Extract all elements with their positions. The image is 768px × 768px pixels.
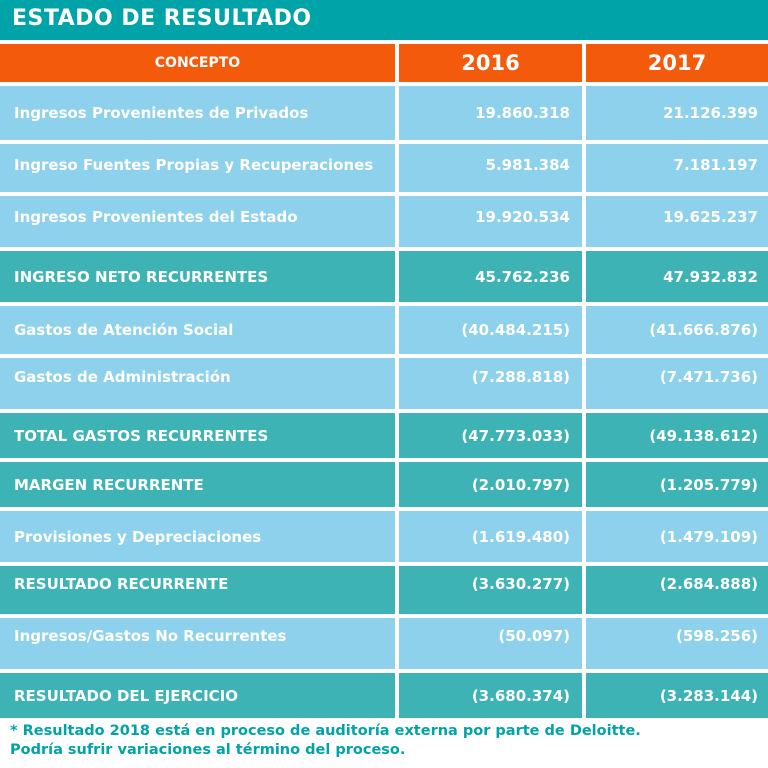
table-row bbox=[0, 673, 768, 718]
row-label: Ingresos Provenientes del Estado bbox=[0, 196, 395, 247]
table-row bbox=[0, 251, 768, 302]
row-value-2017: 47.932.832 bbox=[586, 251, 768, 302]
row-value-2016: (50.097) bbox=[399, 618, 582, 669]
table-row bbox=[0, 618, 768, 669]
row-label: Ingreso Fuentes Propias y Recuperaciones bbox=[0, 144, 395, 192]
row-value-2016: 19.860.318 bbox=[399, 86, 582, 140]
row-label: Gastos de Atención Social bbox=[0, 306, 395, 354]
row-value-2016: (47.773.033) bbox=[399, 413, 582, 458]
row-value-2016: (40.484.215) bbox=[399, 306, 582, 354]
row-label: Ingresos Provenientes de Privados bbox=[0, 86, 395, 140]
table-row bbox=[0, 511, 768, 562]
row-value-2017: 21.126.399 bbox=[586, 86, 768, 140]
row-value-2016: (7.288.818) bbox=[399, 358, 582, 409]
table-row bbox=[0, 306, 768, 354]
header-year-2016: 2016 bbox=[399, 44, 582, 82]
row-label: Gastos de Administración bbox=[0, 358, 395, 409]
row-label: Ingresos/Gastos No Recurrentes bbox=[0, 618, 395, 669]
row-value-2017: (3.283.144) bbox=[586, 673, 768, 718]
footnote bbox=[10, 722, 760, 760]
row-value-2016: 19.920.534 bbox=[399, 196, 582, 247]
row-value-2017: 7.181.197 bbox=[586, 144, 768, 192]
table-row bbox=[0, 86, 768, 140]
row-label: MARGEN RECURRENTE bbox=[0, 462, 395, 507]
row-value-2017: (41.666.876) bbox=[586, 306, 768, 354]
row-value-2017: (1.479.109) bbox=[586, 511, 768, 562]
row-value-2016: (1.619.480) bbox=[399, 511, 582, 562]
row-label: RESULTADO RECURRENTE bbox=[0, 566, 395, 614]
table-header bbox=[0, 44, 768, 82]
page-title: ESTADO DE RESULTADO bbox=[0, 0, 768, 40]
row-label: TOTAL GASTOS RECURRENTES bbox=[0, 413, 395, 458]
row-value-2017: (1.205.779) bbox=[586, 462, 768, 507]
row-value-2017: (49.138.612) bbox=[586, 413, 768, 458]
table-row bbox=[0, 196, 768, 247]
footnote-line-2: Podría sufrir variaciones al término del proceso. bbox=[10, 742, 406, 758]
table-row bbox=[0, 358, 768, 409]
row-value-2017: (2.684.888) bbox=[586, 566, 768, 614]
row-value-2016: (3.630.277) bbox=[399, 566, 582, 614]
row-label: RESULTADO DEL EJERCICIO bbox=[0, 673, 395, 718]
header-year-2017: 2017 bbox=[586, 44, 768, 82]
row-label: INGRESO NETO RECURRENTES bbox=[0, 251, 395, 302]
row-value-2016: (3.680.374) bbox=[399, 673, 582, 718]
table-row bbox=[0, 144, 768, 192]
table-row bbox=[0, 413, 768, 458]
footnote-line-1: * Resultado 2018 está en proceso de auditoría externa por parte de Deloitte. bbox=[10, 723, 641, 739]
row-label: Provisiones y Depreciaciones bbox=[0, 511, 395, 562]
row-value-2016: 5.981.384 bbox=[399, 144, 582, 192]
row-value-2017: (7.471.736) bbox=[586, 358, 768, 409]
table-row bbox=[0, 566, 768, 614]
header-concept: CONCEPTO bbox=[0, 44, 395, 82]
row-value-2017: 19.625.237 bbox=[586, 196, 768, 247]
row-value-2016: 45.762.236 bbox=[399, 251, 582, 302]
row-value-2017: (598.256) bbox=[586, 618, 768, 669]
table-row bbox=[0, 462, 768, 507]
row-value-2016: (2.010.797) bbox=[399, 462, 582, 507]
